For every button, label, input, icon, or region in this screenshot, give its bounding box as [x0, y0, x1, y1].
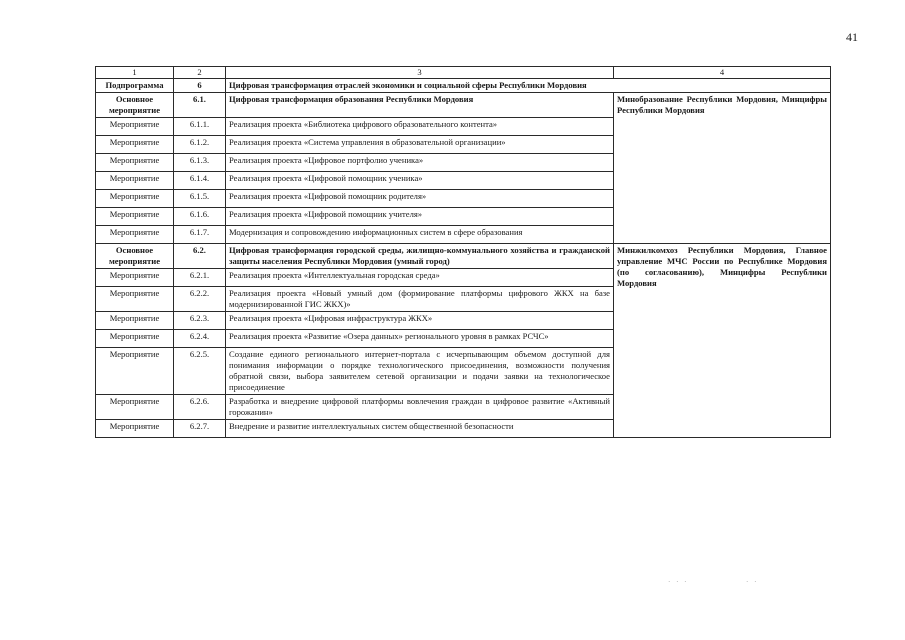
row-number: 6.1. — [174, 93, 226, 118]
row-type: Мероприятие — [96, 348, 174, 395]
column-number-row — [96, 67, 831, 79]
row-number: 6.1.6. — [174, 208, 226, 226]
row-type: Подпрограмма — [96, 79, 174, 93]
row-type: Мероприятие — [96, 154, 174, 172]
row-type: Мероприятие — [96, 226, 174, 244]
activity-name: Реализация проекта «Цифровой помощник ученика» — [226, 172, 614, 190]
row-number: 6.1.4. — [174, 172, 226, 190]
activity-name: Внедрение и развитие интеллектуальных систем общественной безопасности — [226, 420, 614, 438]
row-number: 6.2.4. — [174, 330, 226, 348]
row-number: 6.2. — [174, 244, 226, 269]
activity-name: Реализация проекта «Система управления в образовательной организации» — [226, 136, 614, 154]
responsible-executors: Минобразование Республики Мордовия, Минцифры Республики Мордовия — [614, 93, 831, 244]
row-type: Мероприятие — [96, 136, 174, 154]
row-type: Мероприятие — [96, 395, 174, 420]
row-type: Мероприятие — [96, 208, 174, 226]
row-type: Мероприятие — [96, 312, 174, 330]
row-number: 6.1.1. — [174, 118, 226, 136]
row-number: 6.1.2. — [174, 136, 226, 154]
activity-name: Реализация проекта «Цифровой помощник родителя» — [226, 190, 614, 208]
activity-name: Реализация проекта «Развитие «Озера данных» регионального уровня в рамках РСЧС» — [226, 330, 614, 348]
activity-name: Реализация проекта «Новый умный дом (формирование платформы цифрового ЖКХ на базе модернизированной ГИС ЖКХ)» — [226, 287, 614, 312]
activity-name: Создание единого регионального интернет-портала с исчерпывающим объемом доступной для понимания информации о порядке технологического присоединения, возможности получения обратной связи, выбора заявителем сетевой организации и подачи заявки на технологическое присоединение — [226, 348, 614, 395]
main-activity-row — [96, 93, 831, 118]
row-type: Мероприятие — [96, 269, 174, 287]
row-number: 6.2.5. — [174, 348, 226, 395]
row-number: 6.2.2. — [174, 287, 226, 312]
activity-name: Разработка и внедрение цифровой платформы вовлечения граждан в цифровое развитие «Активный горожанин» — [226, 395, 614, 420]
row-type: Основное мероприятие — [96, 244, 174, 269]
program-table — [95, 66, 831, 438]
row-type: Мероприятие — [96, 172, 174, 190]
row-type: Мероприятие — [96, 190, 174, 208]
row-number: 6.2.3. — [174, 312, 226, 330]
page-number: 41 — [846, 30, 858, 44]
row-title: Цифровая трансформация городской среды, жилищно-коммунального хозяйства и гражданской защиты населения Республики Мордовия (умный город) — [226, 244, 614, 269]
row-number: 6.1.3. — [174, 154, 226, 172]
row-type: Основное мероприятие — [96, 93, 174, 118]
column-number: 2 — [174, 67, 226, 79]
activity-name: Реализация проекта «Цифровая инфраструктура ЖКХ» — [226, 312, 614, 330]
activity-name: Реализация проекта «Библиотека цифрового образовательного контента» — [226, 118, 614, 136]
scan-specks: · · — [746, 578, 759, 586]
subprogram-row — [96, 79, 831, 93]
responsible-executors: Минжилкомхоз Республики Мордовия, Главное управление МЧС России по Республике Мордовия (по согласованию), Минцифры Республики Мордовия — [614, 244, 831, 438]
column-number: 4 — [614, 67, 831, 79]
row-type: Мероприятие — [96, 287, 174, 312]
activity-name: Реализация проекта «Интеллектуальная городская среда» — [226, 269, 614, 287]
row-type: Мероприятие — [96, 330, 174, 348]
activity-name: Реализация проекта «Цифровое портфолио ученика» — [226, 154, 614, 172]
row-type: Мероприятие — [96, 420, 174, 438]
activity-name: Модернизация и сопровождению информационных систем в сфере образования — [226, 226, 614, 244]
row-type: Мероприятие — [96, 118, 174, 136]
row-number: 6.2.6. — [174, 395, 226, 420]
scan-specks: · · · — [668, 578, 689, 586]
row-number: 6.2.1. — [174, 269, 226, 287]
row-number: 6.1.5. — [174, 190, 226, 208]
column-number: 3 — [226, 67, 614, 79]
main-activity-row — [96, 244, 831, 269]
row-number: 6.2.7. — [174, 420, 226, 438]
row-number: 6.1.7. — [174, 226, 226, 244]
column-number: 1 — [96, 67, 174, 79]
activity-name: Реализация проекта «Цифровой помощник учителя» — [226, 208, 614, 226]
row-number: 6 — [174, 79, 226, 93]
row-title: Цифровая трансформация образования Республики Мордовия — [226, 93, 614, 118]
row-title: Цифровая трансформация отраслей экономики и социальной сферы Республики Мордовия — [226, 79, 831, 93]
